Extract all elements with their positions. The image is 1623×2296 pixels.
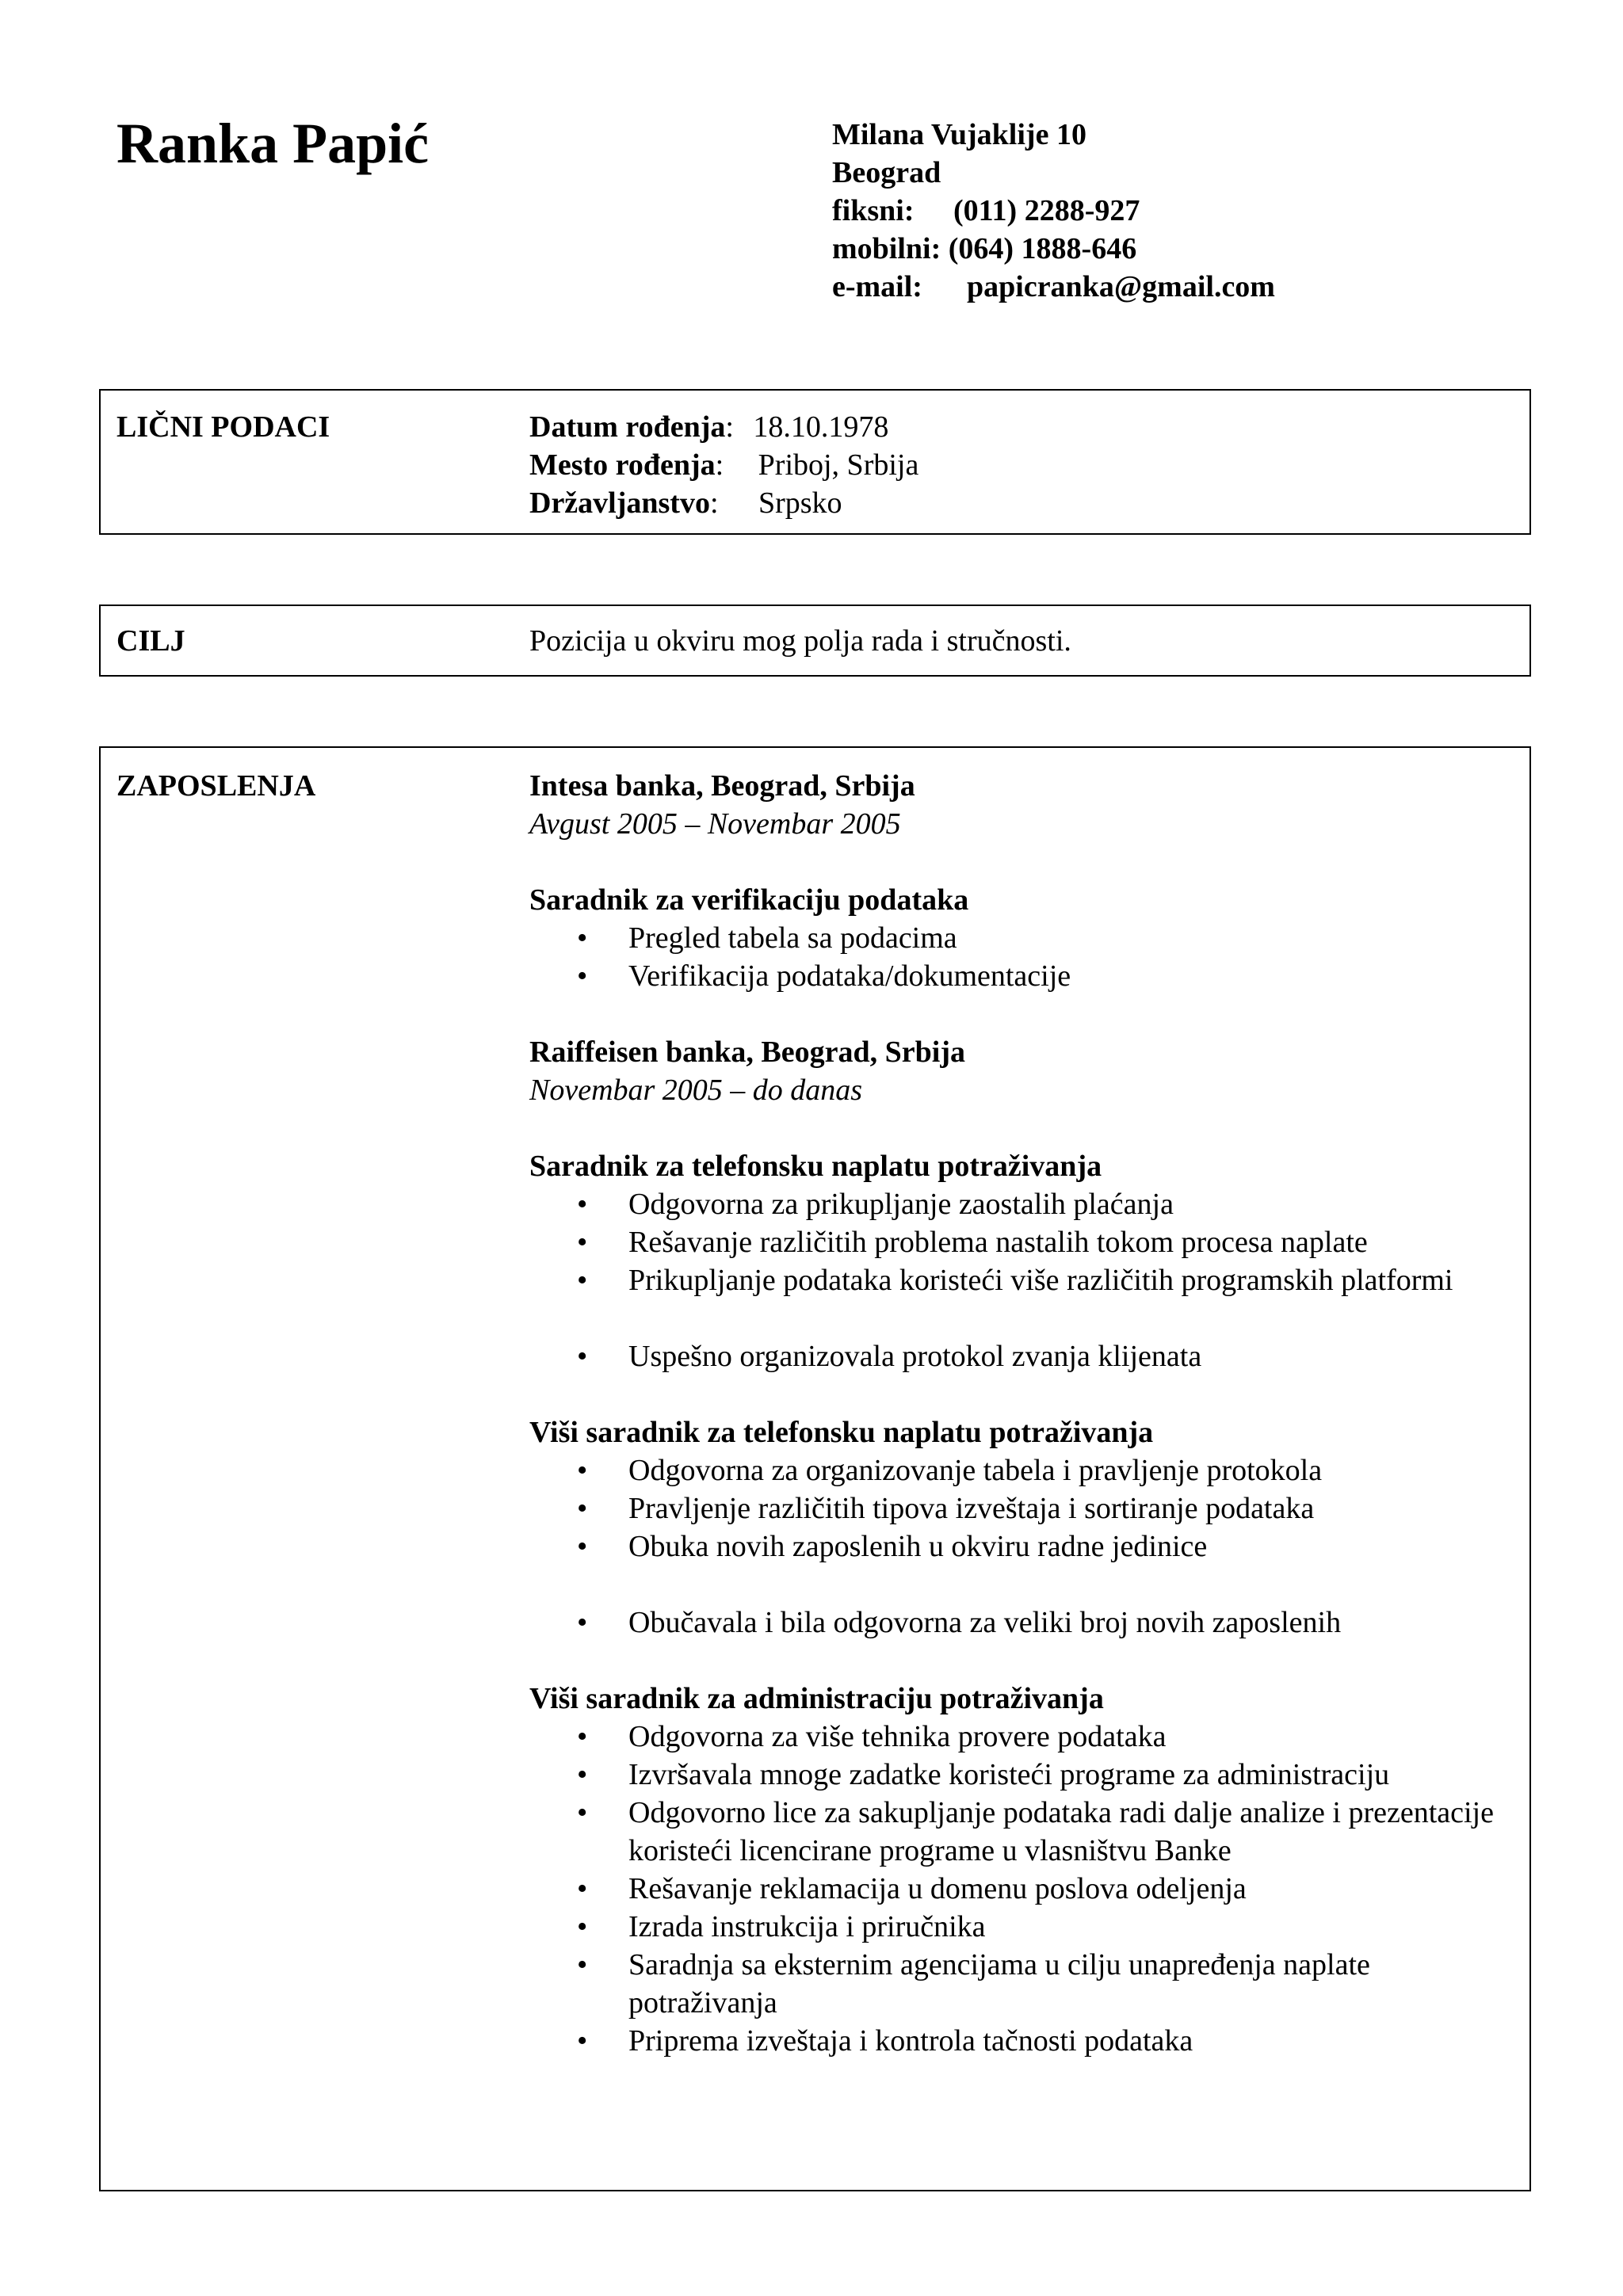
- personal-info-section: [99, 389, 1531, 535]
- birth-date-row: Datum rođenja : 18.10.1978: [529, 408, 1522, 446]
- list-item: • Verifikacija podataka/dokumentacije: [529, 957, 1522, 995]
- employment-title: ZAPOSLENJA: [116, 769, 316, 803]
- contact-block: [832, 116, 1275, 306]
- list-item: • Uspešno organizovala protokol zvanja klijenata: [529, 1337, 1522, 1375]
- employment-content: [529, 767, 1522, 2060]
- citizenship-row: Državljanstvo : Srpsko: [529, 484, 1522, 522]
- list-item: • Rešavanje reklamacija u domenu poslova odeljenja: [529, 1870, 1522, 1908]
- list-item: • Odgovorna za više tehnika provere podataka: [529, 1718, 1522, 1756]
- landline-value: (011) 2288-927: [953, 194, 1140, 227]
- email-row: [832, 268, 1275, 306]
- mobile-value: (064) 1888-646: [948, 232, 1137, 265]
- employer-raiffeisen: Raiffeisen banka, Beograd, Srbija: [529, 1035, 965, 1069]
- list-item: • Odgovorna za organizovanje tabela i pravljenje protokola: [529, 1451, 1522, 1489]
- birth-place-label: Mesto rođenja: [529, 448, 716, 482]
- list-item: • Obučavala i bila odgovorna za veliki broj novih zaposlenih: [529, 1604, 1522, 1642]
- list-item: • Izvršavala mnoge zadatke koristeći programe za administraciju: [529, 1756, 1522, 1794]
- mobile-row: [832, 230, 1275, 268]
- goal-section: [99, 605, 1531, 677]
- duties-senior-administration: [529, 1718, 1522, 2060]
- landline-row: [832, 192, 1275, 230]
- list-item: • Priprema izveštaja i kontrola tačnosti podataka: [529, 2022, 1522, 2060]
- employment-section: [99, 746, 1531, 2191]
- address-city: Beograd: [832, 156, 941, 189]
- achievement-senior-phone-collection: [529, 1604, 1522, 1642]
- period-intesa: Avgust 2005 – Novembar 2005: [529, 807, 901, 841]
- list-item: • Odgovorna za prikupljanje zaostalih plaćanja: [529, 1185, 1522, 1223]
- duties-verification: [529, 919, 1522, 995]
- role-senior-administration: Viši saradnik za administraciju potraživanja: [529, 1682, 1104, 1715]
- birth-place-value: Priboj, Srbija: [758, 448, 919, 482]
- achievement-phone-collection: [529, 1337, 1522, 1375]
- period-raiffeisen: Novembar 2005 – do danas: [529, 1074, 863, 1107]
- personal-info-title: LIČNI PODACI: [116, 410, 330, 444]
- personal-info-content: [529, 408, 1522, 522]
- list-item: • Pregled tabela sa podacima: [529, 919, 1522, 957]
- list-item: • Izrada instrukcija i priručnika: [529, 1908, 1522, 1946]
- mobile-label: mobilni:: [832, 232, 941, 265]
- email-label: e-mail:: [832, 270, 922, 303]
- list-item: • Obuka novih zaposlenih u okviru radne jedinice: [529, 1527, 1522, 1566]
- email-value: papicranka@gmail.com: [967, 270, 1275, 303]
- citizenship-label: Državljanstvo: [529, 486, 710, 520]
- role-verification: Saradnik za verifikaciju podataka: [529, 883, 969, 917]
- duties-senior-phone-collection: [529, 1451, 1522, 1566]
- list-item: • Prikupljanje podataka koristeći više različitih programskih platformi: [529, 1261, 1522, 1299]
- list-item: • Saradnja sa eksternim agencijama u cilju unapređenja naplate potraživanja: [529, 1946, 1522, 2022]
- list-item: • Odgovorno lice za sakupljanje podataka radi dalje analize i prezentacije koristeći licencirane programe u vlasništvu Banke: [529, 1794, 1522, 1870]
- address-street: Milana Vujaklije 10: [832, 118, 1086, 151]
- role-senior-phone-collection: Viši saradnik za telefonsku naplatu potraživanja: [529, 1416, 1154, 1449]
- role-phone-collection: Saradnik za telefonsku naplatu potraživanja: [529, 1150, 1102, 1183]
- candidate-name: Ranka Papić: [116, 112, 430, 175]
- birth-place-row: Mesto rođenja : Priboj, Srbija: [529, 446, 1522, 484]
- goal-text: Pozicija u okviru mog polja rada i stručnosti.: [529, 624, 1071, 658]
- citizenship-value: Srpsko: [758, 486, 842, 520]
- birth-date-label: Datum rođenja: [529, 410, 726, 444]
- list-item: • Pravljenje različitih tipova izveštaja i sortiranje podataka: [529, 1489, 1522, 1527]
- employer-intesa: Intesa banka, Beograd, Srbija: [529, 769, 915, 803]
- list-item: • Rešavanje različitih problema nastalih tokom procesa naplate: [529, 1223, 1522, 1261]
- birth-date-value: 18.10.1978: [753, 410, 889, 444]
- landline-label: fiksni:: [832, 194, 915, 227]
- goal-title: CILJ: [116, 624, 185, 658]
- duties-phone-collection: [529, 1185, 1522, 1299]
